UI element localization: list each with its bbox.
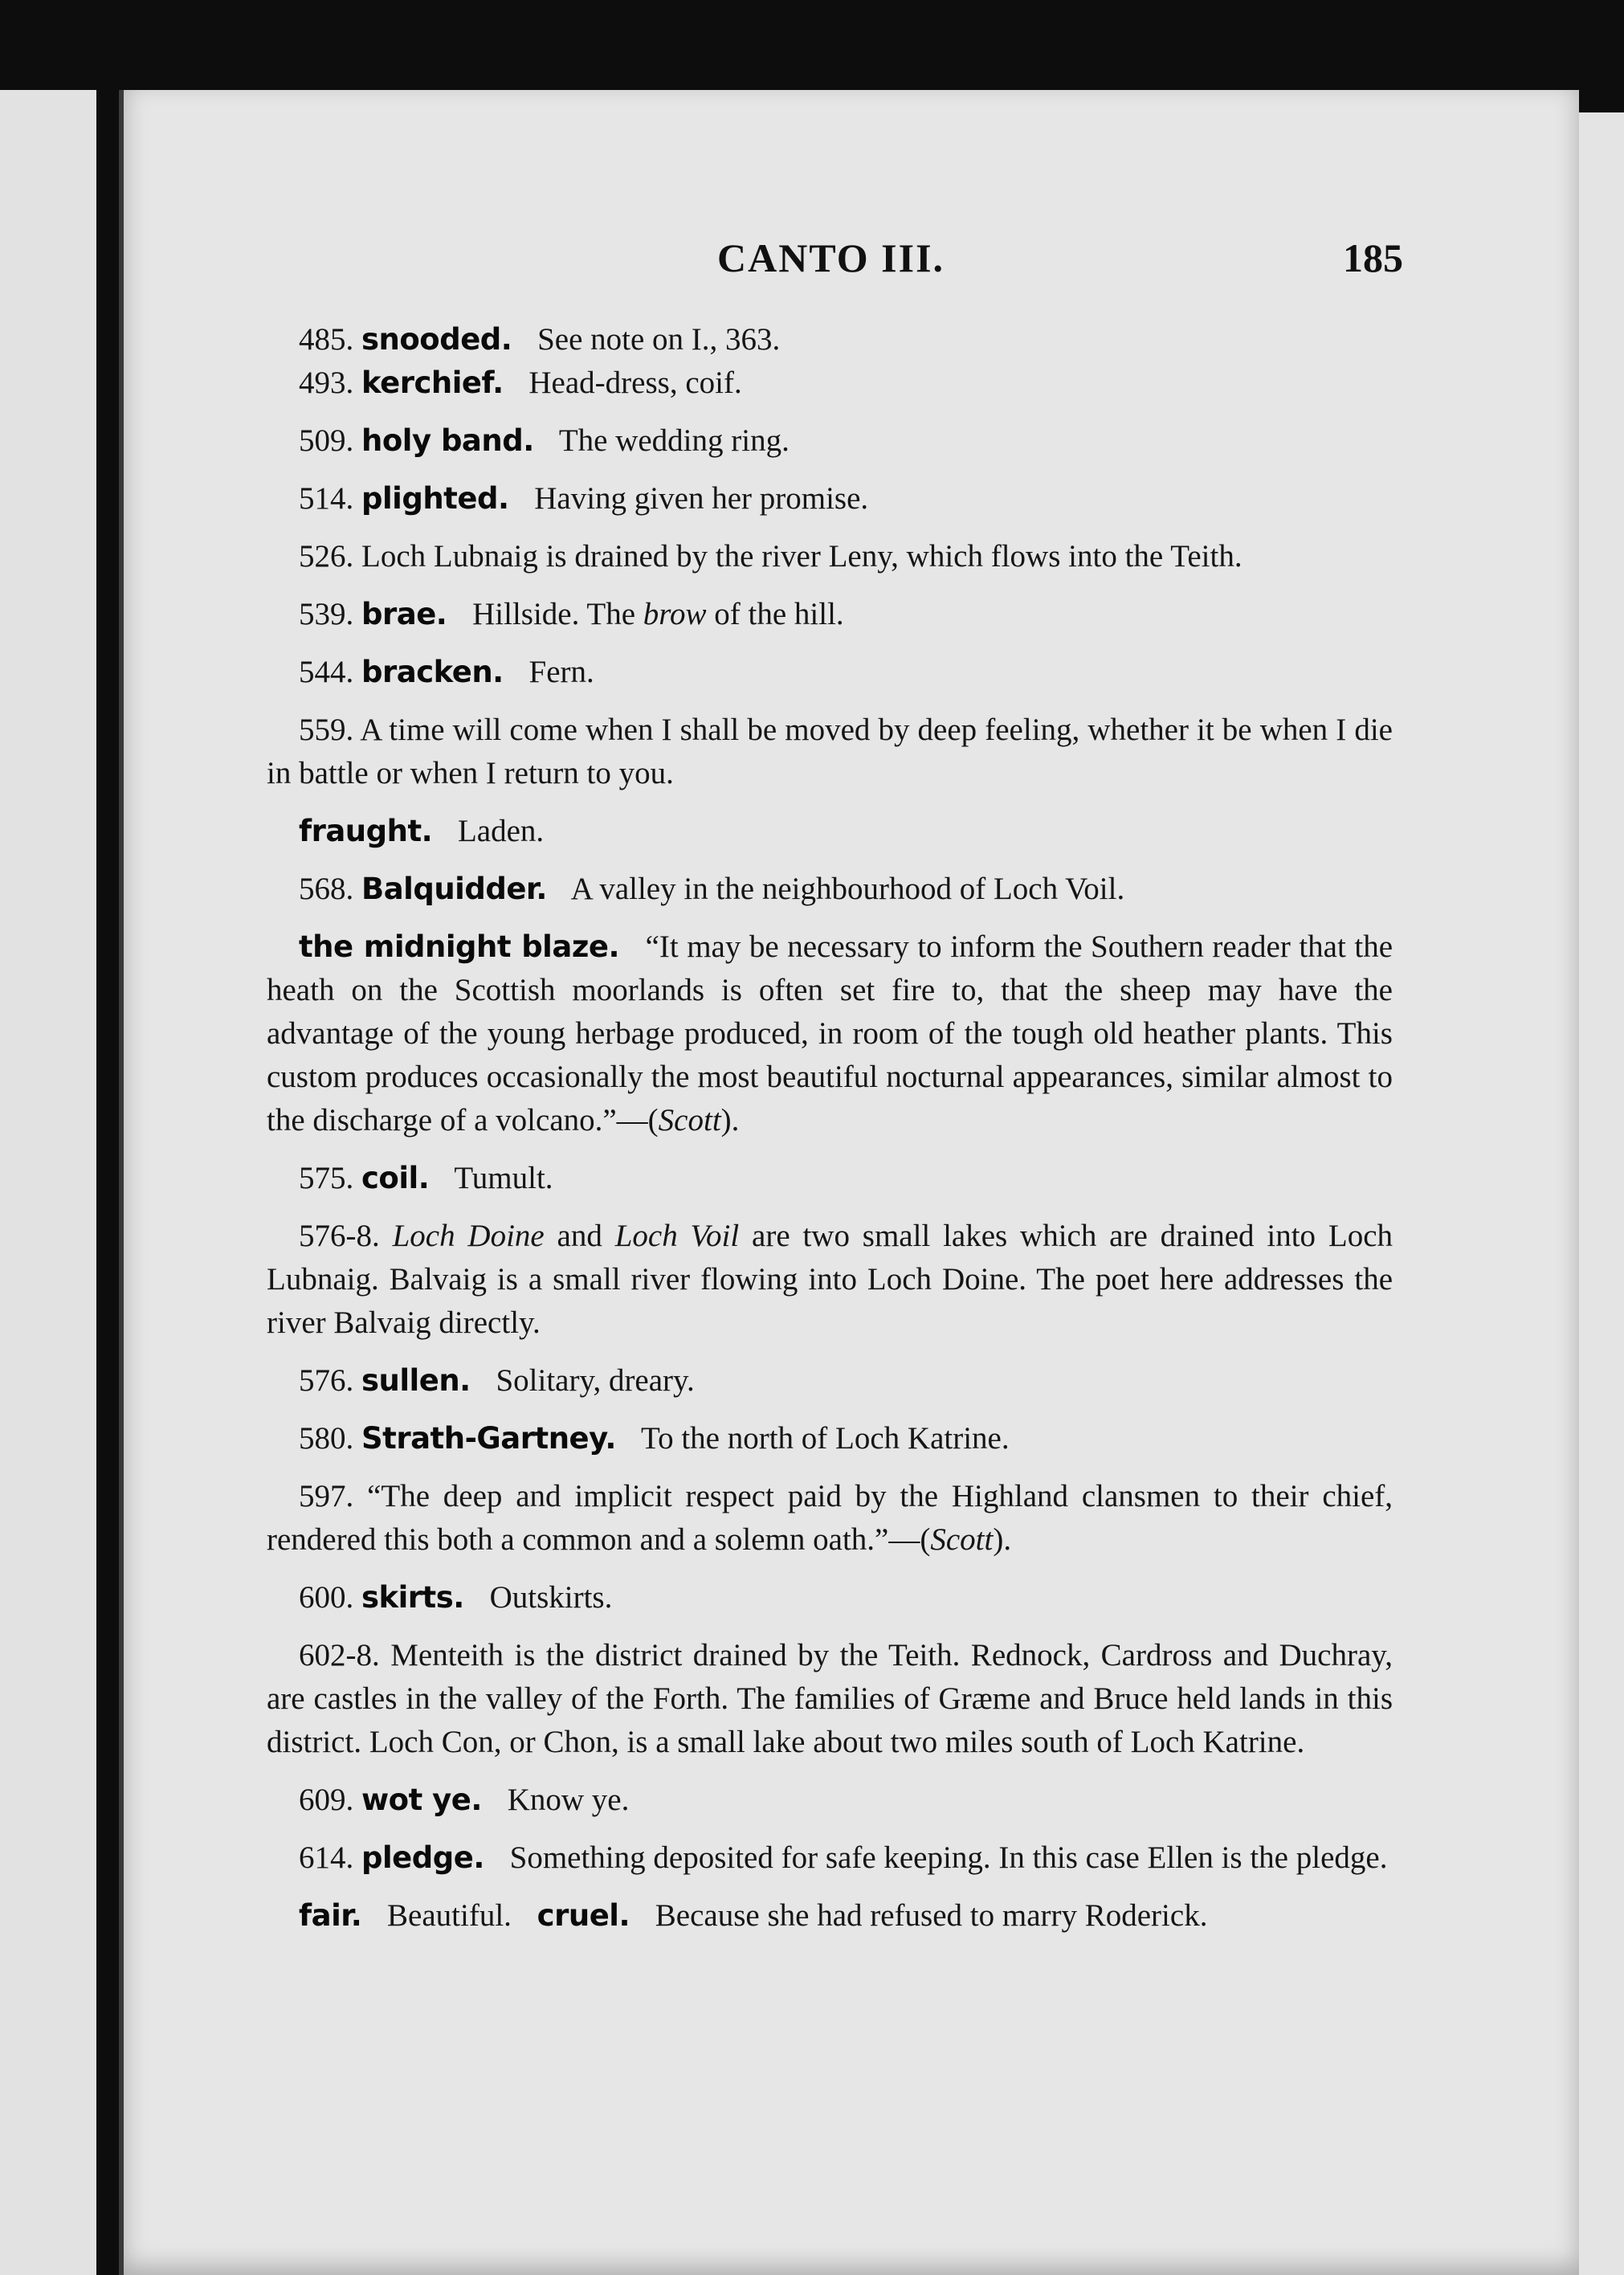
gloss: of the hill. bbox=[714, 597, 844, 631]
note-575: 575. coil. Tumult. bbox=[299, 1161, 553, 1195]
headword: bracken. bbox=[361, 655, 504, 689]
headword: brae. bbox=[361, 597, 447, 631]
gloss: Outskirts. bbox=[489, 1580, 613, 1615]
note-539: 539. brae. Hillside. The brow of the hill. bbox=[299, 597, 844, 631]
gloss: Something deposited for safe keeping. In this case Ellen is the pledge. bbox=[509, 1840, 1388, 1875]
gloss: Because she had refused to marry Roderick. bbox=[655, 1898, 1208, 1933]
page-number: 185 bbox=[1343, 235, 1403, 280]
gloss: Menteith is the district drained by the Teith. Rednock, Cardross and Duchray, are castles in the valley of the Forth. The families of Græme and Bruce held lands in this district. Loch Con, or Chon, is a small lake about two miles south of Loch Katrine. bbox=[267, 1638, 1393, 1759]
gloss: Tumult. bbox=[454, 1161, 553, 1195]
note-568: 568. Balquidder. A valley in the neighbourhood of Loch Voil. bbox=[299, 872, 1125, 906]
note-576: 576. sullen. Solitary, dreary. bbox=[299, 1363, 695, 1398]
note-fair-cruel bbox=[267, 1894, 1393, 1938]
headword: coil. bbox=[361, 1161, 430, 1195]
facing-page-edge bbox=[0, 90, 96, 2275]
note-514: 514. plighted. Having given her promise. bbox=[299, 481, 869, 516]
headword: cruel. bbox=[537, 1898, 630, 1933]
note-597: 597. “The deep and implicit respect paid by the Highland clansmen to their chief, rendered this both a common and a solemn oath.”—(Scott). bbox=[267, 1479, 1393, 1557]
gloss: A time will come when I shall be moved by deep feeling, whether it be when I die in battle or when I return to you. bbox=[267, 713, 1393, 790]
note-600: 600. skirts. Outskirts. bbox=[299, 1580, 613, 1615]
page-header bbox=[0, 235, 1624, 283]
note-580: 580. Strath-Gartney. To the north of Loch Katrine. bbox=[299, 1421, 1010, 1456]
headword: fair. bbox=[299, 1898, 362, 1933]
gloss: To the north of Loch Katrine. bbox=[640, 1421, 1010, 1456]
gloss: Know ye. bbox=[507, 1783, 630, 1817]
note-485: 485. snooded. See note on I., 363. bbox=[299, 322, 781, 357]
note-509: 509. holy band. The wedding ring. bbox=[299, 423, 790, 458]
headword: snooded. bbox=[361, 322, 512, 357]
note-midnight-blaze: the midnight blaze. “It may be necessary to inform the Southern reader that the heath on the Scottish moorlands is often set fire to, that the sheep may have the advantage of the young herbage produced, in room of the tough old heather plants. This custom produces occasionally the most beautiful nocturnal appearances, similar almost to the discharge of a volcano.”—(Scott). bbox=[267, 929, 1393, 1138]
gloss-italic: Loch Doine bbox=[392, 1219, 545, 1253]
running-head: CANTO III. bbox=[717, 235, 945, 280]
note-559: 559. A time will come when I shall be moved by deep feeling, whether it be when I die in battle or when I return to you. bbox=[267, 713, 1393, 790]
headword: fraught. bbox=[299, 814, 433, 848]
gloss: Solitary, dreary. bbox=[496, 1363, 695, 1398]
headword: pledge. bbox=[361, 1840, 484, 1875]
gloss-italic: Loch Voil bbox=[614, 1219, 740, 1253]
gloss: The wedding ring. bbox=[558, 423, 790, 458]
gloss: “The deep and implicit respect paid by the Highland clansmen to their chief, rendered this both a common and a solemn oath.”—( bbox=[267, 1479, 1393, 1557]
gloss: Laden. bbox=[457, 814, 545, 848]
note-614: 614. pledge. Something deposited for safe keeping. In this case Ellen is the pledge. bbox=[299, 1840, 1388, 1875]
note-576-8: 576-8. Loch Doine and Loch Voil are two small lakes which are drained into Loch Lubnaig. Balvaig is a small river flowing into Loch Doine. The poet here addresses the river Balvaig directly. bbox=[267, 1219, 1393, 1340]
note-544: 544. bracken. Fern. bbox=[299, 655, 594, 689]
gloss-italic: brow bbox=[643, 597, 707, 631]
gloss: Having given her promise. bbox=[534, 481, 869, 516]
gloss: “It may be necessary to inform the Southern reader that the heath on the Scottish moorlands is often set fire to, that the sheep may have the advantage of the young herbage produced, in room of the tough old heather plants. This custom produces occasionally the most beautiful nocturnal appearances, similar almost to the discharge of a volcano.”—( bbox=[267, 929, 1393, 1138]
citation: Scott bbox=[930, 1522, 994, 1557]
note-493: 493. kerchief. Head-dress, coif. bbox=[299, 366, 742, 400]
headword: Strath-Gartney. bbox=[361, 1421, 616, 1456]
gloss: Fern. bbox=[528, 655, 594, 689]
headword: Balquidder. bbox=[361, 872, 547, 906]
headword: holy band. bbox=[361, 423, 534, 458]
note-609: 609. wot ye. Know ye. bbox=[299, 1783, 630, 1817]
gloss: Head-dress, coif. bbox=[528, 366, 742, 400]
gloss: Beautiful. bbox=[387, 1898, 512, 1933]
gloss: See note on I., 363. bbox=[537, 322, 781, 357]
headword: sullen. bbox=[361, 1363, 471, 1398]
headword: wot ye. bbox=[361, 1783, 482, 1817]
headword: skirts. bbox=[361, 1580, 464, 1615]
headword: kerchief. bbox=[361, 366, 504, 400]
note-526: 526. Loch Lubnaig is drained by the river Leny, which flows into the Teith. bbox=[299, 539, 1242, 574]
citation: Scott bbox=[658, 1103, 721, 1138]
page-right-margin bbox=[1576, 112, 1624, 2275]
gloss: Loch Lubnaig is drained by the river Leny, which flows into the Teith. bbox=[361, 539, 1242, 574]
gloss: Hillside. The bbox=[472, 597, 636, 631]
gloss: are two small lakes which are drained into Loch Lubnaig. Balvaig is a small river flowing into Loch Doine. The poet here addresses the river Balvaig directly. bbox=[267, 1219, 1393, 1340]
note-602-8: 602-8. Menteith is the district drained by the Teith. Rednock, Cardross and Duchray, are castles in the valley of the Forth. The families of Græme and Bruce held lands in this district. Loch Con, or Chon, is a small lake about two miles south of Loch Katrine. bbox=[267, 1638, 1393, 1759]
gloss: A valley in the neighbourhood of Loch Voil. bbox=[570, 872, 1125, 906]
headword: plighted. bbox=[361, 481, 509, 516]
note-fraught bbox=[267, 810, 1393, 853]
notes-list bbox=[267, 318, 1393, 1952]
headword: the midnight blaze. bbox=[299, 929, 620, 964]
